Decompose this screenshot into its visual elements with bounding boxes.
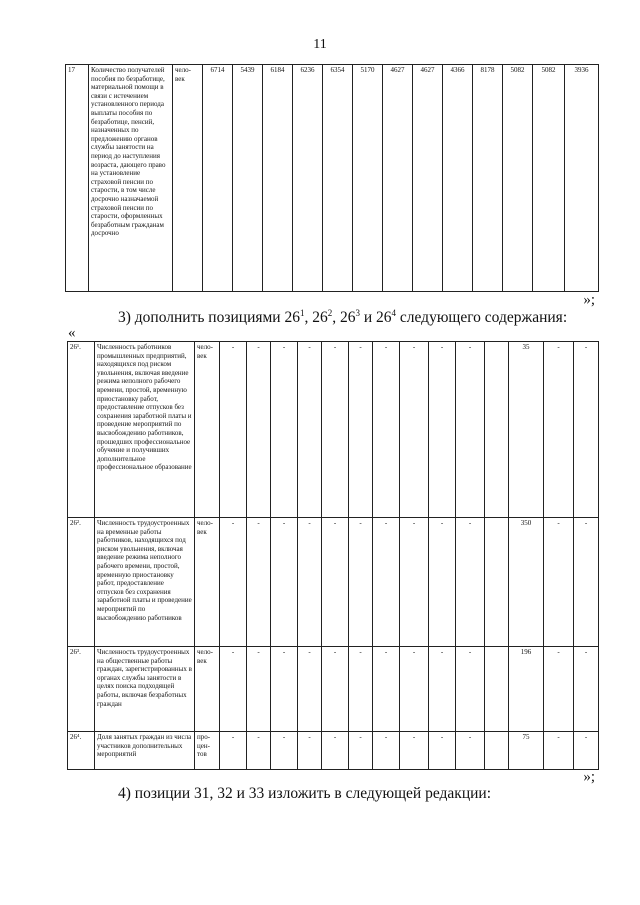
cell-value: -: [429, 518, 456, 647]
cell-value: -: [574, 342, 599, 518]
row-label: Численность работников промышленных предприятий, находящихся под риском увольнения, включая введение режима неполного рабочего времени, простой, временную приостановку работ, предоставление отпусков без сохранения заработной платы и проведение мероприятий по высвобождению работников, прошедших профессиональное обучение и получивших дополнительное профессиональное образование: [95, 342, 195, 518]
cell-value: -: [271, 518, 298, 647]
cell-value: -: [429, 342, 456, 518]
row-unit: чело-век: [195, 342, 220, 518]
cell-value: 5170: [353, 65, 383, 292]
cell-value: -: [373, 732, 400, 770]
table-row: [68, 647, 599, 732]
amendment-sentence-4: 4) позиции 31, 32 и 33 изложить в следующей редакции:: [118, 785, 492, 802]
cell-value: -: [373, 518, 400, 647]
closing-quote: »;: [583, 769, 595, 785]
cell-value: -: [322, 342, 349, 518]
cell-value: -: [220, 518, 247, 647]
row-number: 26².: [68, 518, 95, 647]
closing-quote: »;: [583, 292, 595, 308]
cell-value: -: [322, 518, 349, 647]
cell-value: -: [574, 732, 599, 770]
cell-value: 8178: [473, 65, 503, 292]
cell-value: 35: [509, 342, 544, 518]
cell-value: -: [247, 732, 271, 770]
sentence-text: и 26: [359, 309, 392, 327]
cell-value: -: [247, 342, 271, 518]
cell-value: -: [373, 342, 400, 518]
cell-value: 5082: [533, 65, 565, 292]
cell-value: 5082: [503, 65, 533, 292]
sentence-text: , 26: [332, 309, 356, 327]
table-row: [68, 518, 599, 647]
superscript: 1: [299, 308, 305, 318]
sentence-text: следующего содержания:: [396, 309, 568, 327]
cell-value: -: [373, 647, 400, 732]
cell-value: 75: [509, 732, 544, 770]
cell-value: 196: [509, 647, 544, 732]
cell-value: -: [574, 647, 599, 732]
cell-value: -: [220, 732, 247, 770]
amendment-sentence-3: [118, 308, 567, 327]
cell-value: 6714: [203, 65, 233, 292]
row-unit: чело-век: [173, 65, 203, 292]
superscript: 3: [355, 308, 360, 318]
row-unit: чело-век: [195, 518, 220, 647]
cell-value: -: [544, 342, 574, 518]
cell-value: -: [220, 342, 247, 518]
cell-value: -: [544, 518, 574, 647]
cell-value: 4627: [383, 65, 413, 292]
sentence-text: 3) дополнить позициями 26: [118, 309, 300, 327]
opening-quote: «: [68, 325, 76, 341]
sentence-text: , 26: [304, 309, 328, 327]
cell-value: -: [456, 518, 485, 647]
cell-value: -: [322, 647, 349, 732]
table-row: [68, 732, 599, 770]
cell-value: -: [298, 647, 322, 732]
cell-value: 6354: [323, 65, 353, 292]
cell-value: -: [349, 518, 373, 647]
row-label: Численность трудоустроенных на общественные работы граждан, зарегистрированных в органах службы занятости в целях поиска подходящей работы, включая безработных граждан: [95, 647, 195, 732]
cell-value: 6236: [293, 65, 323, 292]
table-row: [68, 342, 599, 518]
cell-value: -: [247, 518, 271, 647]
cell-value: -: [429, 647, 456, 732]
cell-value: -: [400, 342, 429, 518]
cell-value: 5439: [233, 65, 263, 292]
row-unit: чело-век: [195, 647, 220, 732]
row-label: Численность трудоустроенных на временные работы работников, находящихся под риском увольнения, включая введение режима неполного рабочего времени, простой, временную приостановку работ, предоставление отпусков без сохранения заработной платы и проведение мероприятий по высвобождению работников: [95, 518, 195, 647]
table-row: [66, 65, 599, 292]
cell-value: 4366: [443, 65, 473, 292]
superscript: 2: [327, 308, 333, 318]
cell-value: -: [349, 732, 373, 770]
cell-value: -: [298, 342, 322, 518]
page-number: 11: [313, 37, 327, 52]
row-number: 26³.: [68, 647, 95, 732]
cell-value: -: [298, 518, 322, 647]
cell-value: -: [400, 732, 429, 770]
cell-value: -: [271, 342, 298, 518]
cell-value: -: [322, 732, 349, 770]
cell-value: -: [271, 647, 298, 732]
row-label: Доля занятых граждан из числа участников дополнительных мероприятий: [95, 732, 195, 770]
table-rows-26: [67, 341, 599, 770]
cell-value: -: [349, 342, 373, 518]
row-unit: про-цен-тов: [195, 732, 220, 770]
cell-value: -: [574, 518, 599, 647]
cell-value: -: [247, 647, 271, 732]
cell-value: -: [400, 518, 429, 647]
cell-value: -: [349, 647, 373, 732]
cell-value: -: [544, 647, 574, 732]
cell-value: -: [544, 732, 574, 770]
superscript: 4: [391, 308, 397, 318]
row-number: 26¹.: [68, 342, 95, 518]
row-number: 26⁴.: [68, 732, 95, 770]
cell-value: 3936: [565, 65, 599, 292]
cell-value: 6184: [263, 65, 293, 292]
row-label: Количество получателей пособия по безработице, материальной помощи в связи с истечением установленного периода выплаты пособия по безработице, пенсий, назначенных по предложению органов службы занятости на период до наступления возраста, дающего право на установление страховой пенсии по старости, в том числе досрочно назначаемой страховой пенсии по старости, оформленных безработным гражданам досрочно: [89, 65, 173, 292]
cell-value: -: [456, 647, 485, 732]
cell-value: 4627: [413, 65, 443, 292]
cell-value: -: [429, 732, 456, 770]
cell-value: 350: [509, 518, 544, 647]
cell-value: -: [456, 732, 485, 770]
cell-value: -: [298, 732, 322, 770]
cell-value: -: [400, 647, 429, 732]
cell-value: -: [220, 647, 247, 732]
table-row-17: [65, 64, 599, 292]
cell-value: -: [271, 732, 298, 770]
row-number: 17: [66, 65, 89, 292]
cell-value: -: [456, 342, 485, 518]
